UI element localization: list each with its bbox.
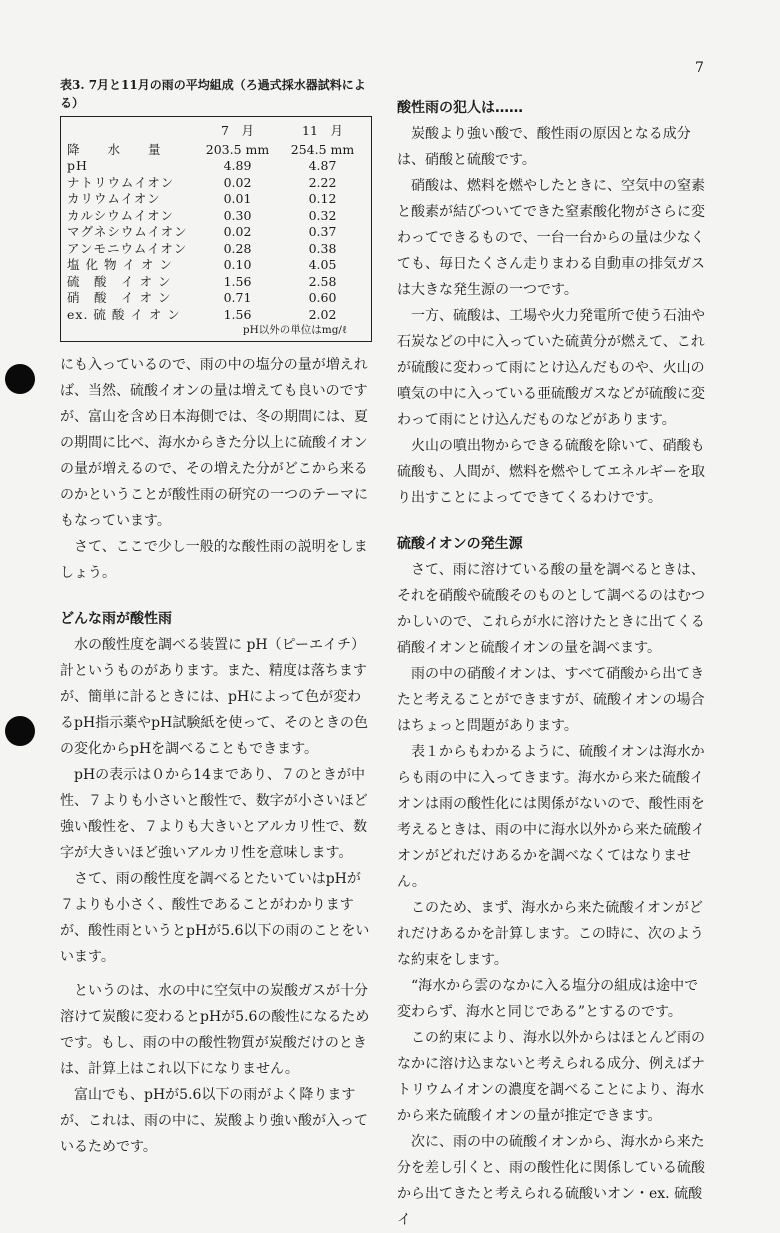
row-label: ナトリウムイオン — [67, 174, 175, 190]
july-value: 4.89 — [223, 158, 252, 173]
july-value: 1.56 — [223, 273, 252, 289]
table-row — [67, 175, 365, 192]
row-label: カリウムイオン — [67, 191, 161, 206]
unit-note: pH以外の単位はmg/ℓ — [242, 324, 347, 336]
july-value: 0.02 — [223, 174, 252, 190]
november-value: 0.12 — [308, 191, 337, 206]
table-row — [67, 142, 365, 159]
row-label: 硝 酸 イ オ ン — [67, 290, 172, 305]
section-heading: 硫酸イオンの発生源 — [397, 536, 523, 552]
november-value: 0.32 — [308, 207, 337, 223]
november-value: 254.5 mm — [290, 141, 355, 157]
paragraph: さて、ここで少し一般的な酸性雨の説明をしましょう。 — [60, 539, 368, 581]
table-row — [67, 307, 365, 324]
row-label: アンモニウムイオン — [67, 240, 188, 256]
row-label: pH — [67, 158, 88, 173]
november-value: 2.22 — [308, 174, 337, 190]
row-label: マグネシウムイオン — [67, 224, 188, 239]
row-label: 塩 化 物 イ オ ン — [67, 257, 173, 272]
table-row — [67, 241, 365, 258]
paragraph: 次に、雨の中の硫酸イオンから、海水から来た分を差し引くと、雨の酸性化に関係している硫酸から出てきたと考えられる硫酸いオン・ex. 硫酸イ — [397, 1134, 705, 1228]
paragraph: “海水から雲のなかに入る塩分の組成は途中で変わらず、海水と同じである”とするのです。 — [397, 978, 699, 1020]
left-column — [60, 76, 372, 1160]
november-value: 0.37 — [308, 224, 337, 239]
november-value: 2.02 — [308, 306, 337, 322]
table-row — [67, 257, 365, 274]
binder-hole — [5, 716, 35, 746]
table-header-empty — [67, 123, 195, 142]
binder-hole — [5, 364, 35, 394]
paragraph: 水の酸性度を調べる装置に pH（ピーエイチ）計というものがあります。また、精度は落ちますが、簡単に計るときには、pHによって色が変わるpH指示薬やpH試験紙を使って、そのときの色の変化からpHを調べることもできます。 — [60, 637, 369, 757]
november-value: 2.58 — [308, 273, 337, 289]
row-label: 硫 酸 イ オ ン — [67, 273, 172, 289]
paragraph: さて、雨に溶けている酸の量を調べるときは、それを硝酸や硫酸そのものとして調べるのはむつかしいので、これらが水に溶けたときに出てくる硝酸イオンと硫酸イオンの量を調べます。 — [397, 562, 705, 656]
november-value: 4.87 — [308, 158, 337, 173]
paragraph: 炭酸より強い酸で、酸性雨の原因となる成分は、硝酸と硫酸です。 — [397, 126, 691, 168]
july-value: 0.01 — [223, 191, 252, 206]
table-row — [67, 274, 365, 291]
paragraph: 表１からもわかるように、硫酸イオンは海水からも雨の中に入ってきます。海水から来た硫酸イオンは雨の酸性化には関係がないので、酸性雨を考えるときは、雨の中に海水以外から来た硫酸イオンがどれだけあるかを調べなくてはなりません。 — [397, 744, 705, 890]
column-header-july: 7 月 — [221, 123, 254, 138]
november-value: 0.38 — [308, 240, 337, 256]
paragraph: pHの表示は０から14まであり、７のときが中性、７よりも小さいと酸性で、数字が小さいほど強い酸性を、７よりも大きいとアルカリ性で、数字が大きいほど強いアルカリ性を意味します。 — [60, 767, 368, 861]
november-value: 4.05 — [308, 257, 337, 272]
composition-table — [67, 123, 365, 323]
table-header-row — [67, 123, 365, 142]
row-label: カルシウムイオン — [67, 207, 174, 223]
section-heading: どんな雨が酸性雨 — [60, 611, 172, 627]
july-value: 203.5 mm — [205, 141, 270, 157]
paragraph: というのは、水の中に空気中の炭酸ガスが十分溶けて炭酸に変わるとpHが5.6の酸性になるためです。もし、雨の中の酸性物質が炭酸だけのときは、計算上はこれ以下になりません。 — [60, 983, 370, 1077]
paragraph: このため、まず、海水から来た硫酸イオンがどれだけあるかを計算します。この時に、次のような約束をします。 — [397, 900, 704, 968]
table-row — [67, 158, 365, 175]
paragraph: さて、雨の酸性度を調べるとたいていはpHが７よりも小さく、酸性であることがわかりますが、酸性雨というとpHが5.6以下の雨のことをいいます。 — [60, 871, 370, 965]
composition-table-box — [60, 116, 372, 342]
november-value: 0.60 — [308, 290, 337, 305]
table-row — [67, 290, 365, 307]
column-header-november: 11 月 — [302, 123, 343, 138]
paragraph: この約束により、海水以外からはほとんど雨のなかに溶け込まないと考えられる成分、例えばナトリウムイオンの濃度を調べることにより、海水から来た硫酸イオンの量が推定できます。 — [397, 1030, 705, 1124]
paragraph: にも入っているので、雨の中の塩分の量が増えれば、当然、硫酸イオンの量は増えても良いのですが、富山を含め日本海側では、冬の期間には、夏の期間に比べ、海水からきた分以上に硫酸イオンの量が増えるので、その増えた分がどこから来るのかということが酸性雨の研究の一つのテーマにもなっています。 — [60, 357, 368, 529]
table-caption: 表3. 7月と11月の雨の平均組成（ろ過式採水器試料による） — [60, 78, 366, 110]
july-value: 0.10 — [223, 257, 252, 272]
table-row — [67, 191, 365, 208]
july-value: 0.71 — [223, 290, 252, 305]
row-label: 降 水 量 — [67, 141, 162, 157]
section-heading: 酸性雨の犯人は…… — [397, 100, 523, 116]
july-value: 0.02 — [223, 224, 252, 239]
july-value: 1.56 — [223, 306, 252, 322]
paragraph: 一方、硫酸は、工場や火力発電所で使う石油や石炭などの中に入っていた硫黄分が燃えて、これが硫酸に変わって雨にとけ込んだものや、火山の噴気の中に入っている亜硫酸ガスなどが硫酸に変わって雨にとけ込んだものなどがあります。 — [397, 308, 705, 428]
paragraph: 硝酸は、燃料を燃やしたときに、空気中の窒素と酸素が結びついてできた窒素酸化物がさらに変わってできるもので、一台一台からの量は少なくても、毎日たくさん走りまわる自動車の排気ガスは大きな発生源の一つです。 — [397, 178, 705, 298]
july-value: 0.28 — [223, 240, 252, 256]
table-row — [67, 224, 365, 241]
paragraph: 雨の中の硝酸イオンは、すべて硝酸から出てきたと考えることができますが、硫酸イオンの場合はちょっと問題があります。 — [397, 666, 705, 734]
paragraph: 富山でも、pHが5.6以下の雨がよく降りますが、これは、雨の中に、炭酸より強い酸が入っているためです。 — [60, 1087, 368, 1155]
table-row — [67, 208, 365, 225]
right-column — [397, 95, 712, 1233]
july-value: 0.30 — [223, 207, 252, 223]
row-label: ex. 硫 酸 イ オ ン — [67, 306, 181, 322]
paragraph: 火山の噴出物からできる硫酸を除いて、硝酸も硫酸も、人間が、燃料を燃やしてエネルギーを取り出すことによってできてくるわけです。 — [397, 438, 705, 506]
page-number: 7 — [695, 60, 704, 76]
